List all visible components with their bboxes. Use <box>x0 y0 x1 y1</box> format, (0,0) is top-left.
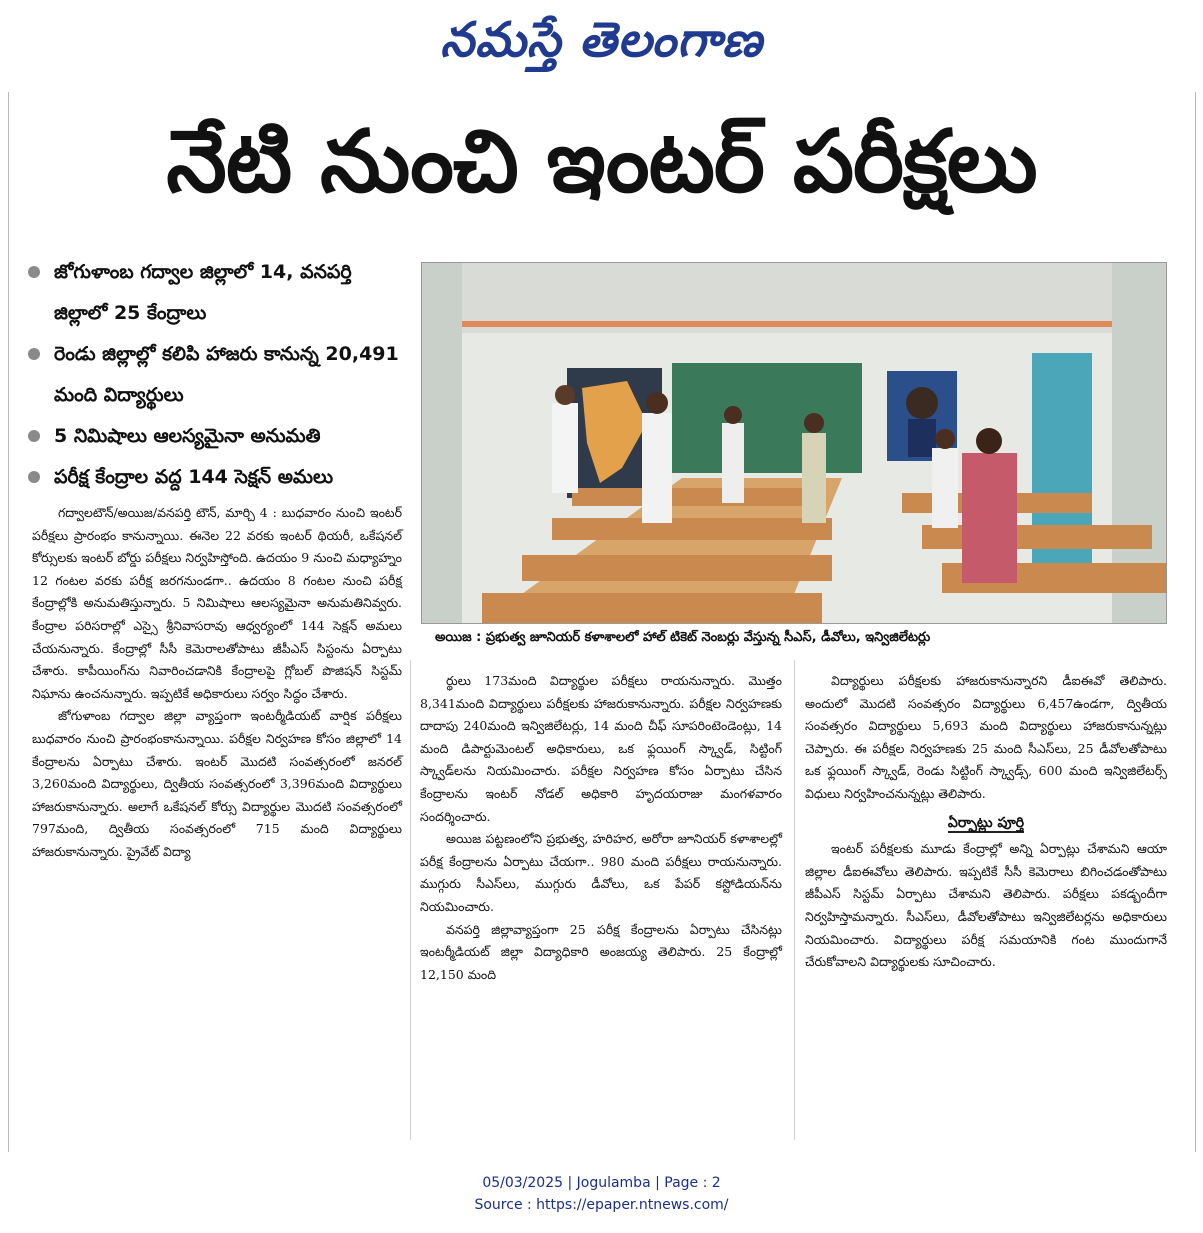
column-divider <box>794 660 795 1140</box>
masthead-logo <box>0 4 1203 76</box>
headline: నేటి నుంచి ఇంటర్ పరీక్షలు <box>166 112 1037 212</box>
bullet-text: పరీక్ష కేంద్రాల వద్ద 144 సెక్షన్ అమలు <box>54 466 334 488</box>
bullet-text: 5 నిమిషాలు ఆలస్యమైనా అనుమతి <box>54 425 321 447</box>
page-footer <box>0 1172 1203 1216</box>
bullet-list <box>28 252 408 498</box>
bullet-dot-icon <box>28 348 40 360</box>
bullet-item <box>28 334 408 416</box>
article-paragraph: గద్వాలటౌన్/అయిజ/వనపర్తి టౌన్, మార్చి 4 : బుధవారం నుంచి ఇంటర్ పరీక్షలు ప్రారంభం కానున్నాయి. ఈనెల 22 వరకు ఇంటర్ థియరీ, ఒకేషనల్ కోర్సులకు ఇంటర్ బోర్డు పరీక్షలు నిర్వహిస్తోంది. ఉదయం 9 నుంచి మధ్యాహ్నం 12 గంటల వరకు పరీక్ష జరగనుండగా.. ఉదయం 8 గంటల నుంచి పరీక్ష కేంద్రాల్లోకి అనుమతిస్తున్నారు. 5 నిమిషాలు ఆలస్యమైనా అనుమతినివ్వరు. కేంద్రాల పరిసరాల్లో ఎస్సై శ్రీనివాసరావు ఆధ్వర్యంలో 144 సెక్షన్ అమలు చేయనున్నారు. కేంద్రాల్లో సీసీ కెమెరాలతోపాటు జీపీఎస్ సిస్టంను ఏర్పాటు చేశారు. కాపీయింగ్‌ను నివారించడానికి కేంద్రాలపై గ్లోబల్ పొజిషన్ సిస్టమ్ నిఘాను ఉంచనున్నారు. ఇప్పటికే అధికారులు సర్వం సిద్ధం చేశారు. <box>32 505 402 701</box>
article-column-2 <box>420 670 782 986</box>
article-column-1 <box>32 502 402 864</box>
footer-date-page: 05/03/2025 | Jogulamba | Page : 2 <box>482 1175 721 1191</box>
article-column-3 <box>805 670 1167 974</box>
article-paragraph: ర్థులు 173మంది విద్యార్థుల పరీక్షలు రాయనున్నారు. మొత్తం 8,341మంది విద్యార్థులు పరీక్షలకు హాజరుకానున్నారు. పరీక్షల నిర్వహణకు దాదాపు 240మంది ఇన్విజిలేటర్లు, 14 మంది చీఫ్ సూపరింటెండెంట్లు, 14 మంది డిపార్టుమెంటల్ అధికారులు, ఒక ఫ్లయింగ్ స్క్వాడ్, సిట్టింగ్ స్క్వాడ్‌లను నియమించారు. పరీక్షల నిర్వహణ కోసం ఏర్పాటు చేసిన కేంద్రాలను ఇంటర్ నోడల్ అధికారి హృదయరాజు మంగళవారం సందర్శించారు. <box>420 673 782 824</box>
article-paragraph: అయిజ పట్టణంలోని ప్రభుత్వ, హరిహర, అరోరా జూనియర్ కళాశాలల్లో పరీక్ష కేంద్రాలను ఏర్పాటు చేయగా.. 980 మంది పరీక్షలు రాయనున్నారు. ముగ్గురు సీఎస్‌లు, ముగ్గురు డీవోలు, ఒక పేపర్ కస్టోడియన్‌ను నియమించారు. <box>420 831 782 914</box>
article-paragraph: జోగుళాంబ గద్వాల జిల్లా వ్యాప్తంగా ఇంటర్మీడియట్ వార్షిక పరీక్షలు బుధవారం నుంచి ప్రారంభంకానున్నాయి. పరీక్షల నిర్వహణ కోసం జిల్లాలో 14 కేంద్రాలను ఏర్పాటు చేశారు. ఇంటర్ మొదటి సంవత్సరంలో జనరల్ 3,260మంది విద్యార్థులు, ద్వితీయ సంవత్సరంలో 3,396మంది విద్యార్థులు హాజరుకానున్నారు. అలాగే ఒకేషనల్ కోర్సు విద్యార్థుల మొదటి సంవత్సరంలో 797మంది, ద్వితీయ సంవత్సరంలో 715 మంది విద్యార్థులు హాజరుకానున్నారు. ప్రైవేట్ విద్యా <box>32 708 402 859</box>
classroom-photo-illustration <box>422 263 1166 623</box>
bullet-item <box>28 457 408 498</box>
bullet-dot-icon <box>28 471 40 483</box>
column-divider <box>410 660 411 1140</box>
bullet-text: జోగుళాంబ గద్వాల జిల్లాలో 14, వనపర్తి జిల్లాలో 25 కేంద్రాలు <box>54 261 352 324</box>
article-paragraph: వనపర్తి జిల్లావ్యాప్తంగా 25 పరీక్ష కేంద్రాలను ఏర్పాటు చేసినట్లు ఇంటర్మీడియట్ జిల్లా విద్యాధికారి అంజయ్య తెలిపారు. 25 కేంద్రాల్లో 12,150 మంది <box>420 921 782 982</box>
footer-source-link[interactable]: Source : https://epaper.ntnews.com/ <box>474 1197 729 1213</box>
masthead-title: నమస్తే తెలంగాణ <box>440 12 763 68</box>
bullet-text: రెండు జిల్లాల్లో కలిపి హాజరు కానున్న 20,491 మంది విద్యార్థులు <box>54 343 399 406</box>
bullet-dot-icon <box>28 430 40 442</box>
article-paragraph: విద్యార్థులు పరీక్షలకు హాజరుకానున్నారని డీఐఈవో తెలిపారు. అందులో మొదటి సంవత్సరం విద్యార్థులు 6,457ఉండగా, ద్వితీయ సంవత్సరం విద్యార్థులు 5,693 మంది విద్యార్థులు హాజరుకానున్నట్లు చెప్పారు. ఈ పరీక్షల నిర్వహణకు 25 మంది సీఎస్‌లు, 25 డీవోలతోపాటు ఒక ఫ్లయింగ్ స్క్వాడ్, రెండు సిట్టింగ్ స్క్వాడ్స్, 600 మంది ఇన్విజిలేటర్స్ విధులు నిర్వహించనున్నట్లు తెలిపారు. <box>805 673 1167 801</box>
bullet-dot-icon <box>28 266 40 278</box>
subheading-text: ఏర్పాట్లు పూర్తి <box>947 814 1025 831</box>
bullet-item <box>28 252 408 334</box>
bullet-item <box>28 416 408 457</box>
article-paragraph: ఇంటర్ పరీక్షలకు మూడు కేంద్రాల్లో అన్ని ఏర్పాట్లు చేశామని ఆయా జిల్లాల డీఐఈవోలు తెలిపారు. ఇప్పటికే సీసీ కెమెరాలు బిగించడంతోపాటు జీపీఎస్ సిస్టమ్ ఏర్పాటు చేశామని తెలిపారు. పరీక్షలు పకడ్బందీగా నిర్వహిస్తామన్నారు. సీఎస్‌లు, డీవోలతోపాటు ఇన్విజిలేటర్లను అధికారులు నియమించారు. విద్యార్థులు పరీక్ష సమయానికి గంట ముందుగానే చేరుకోవాలని విద్యార్థులకు సూచించారు. <box>805 841 1167 970</box>
section-subheading <box>805 812 1167 835</box>
photo-caption: అయిజ : ప్రభుత్వ జూనియర్ కళాశాలలో హాల్ టికెట్ నెంబర్లు వేస్తున్న సీఎస్, డీవోలు, ఇన్విజిలేటర్లు <box>435 630 931 645</box>
classroom-photo <box>421 262 1167 624</box>
